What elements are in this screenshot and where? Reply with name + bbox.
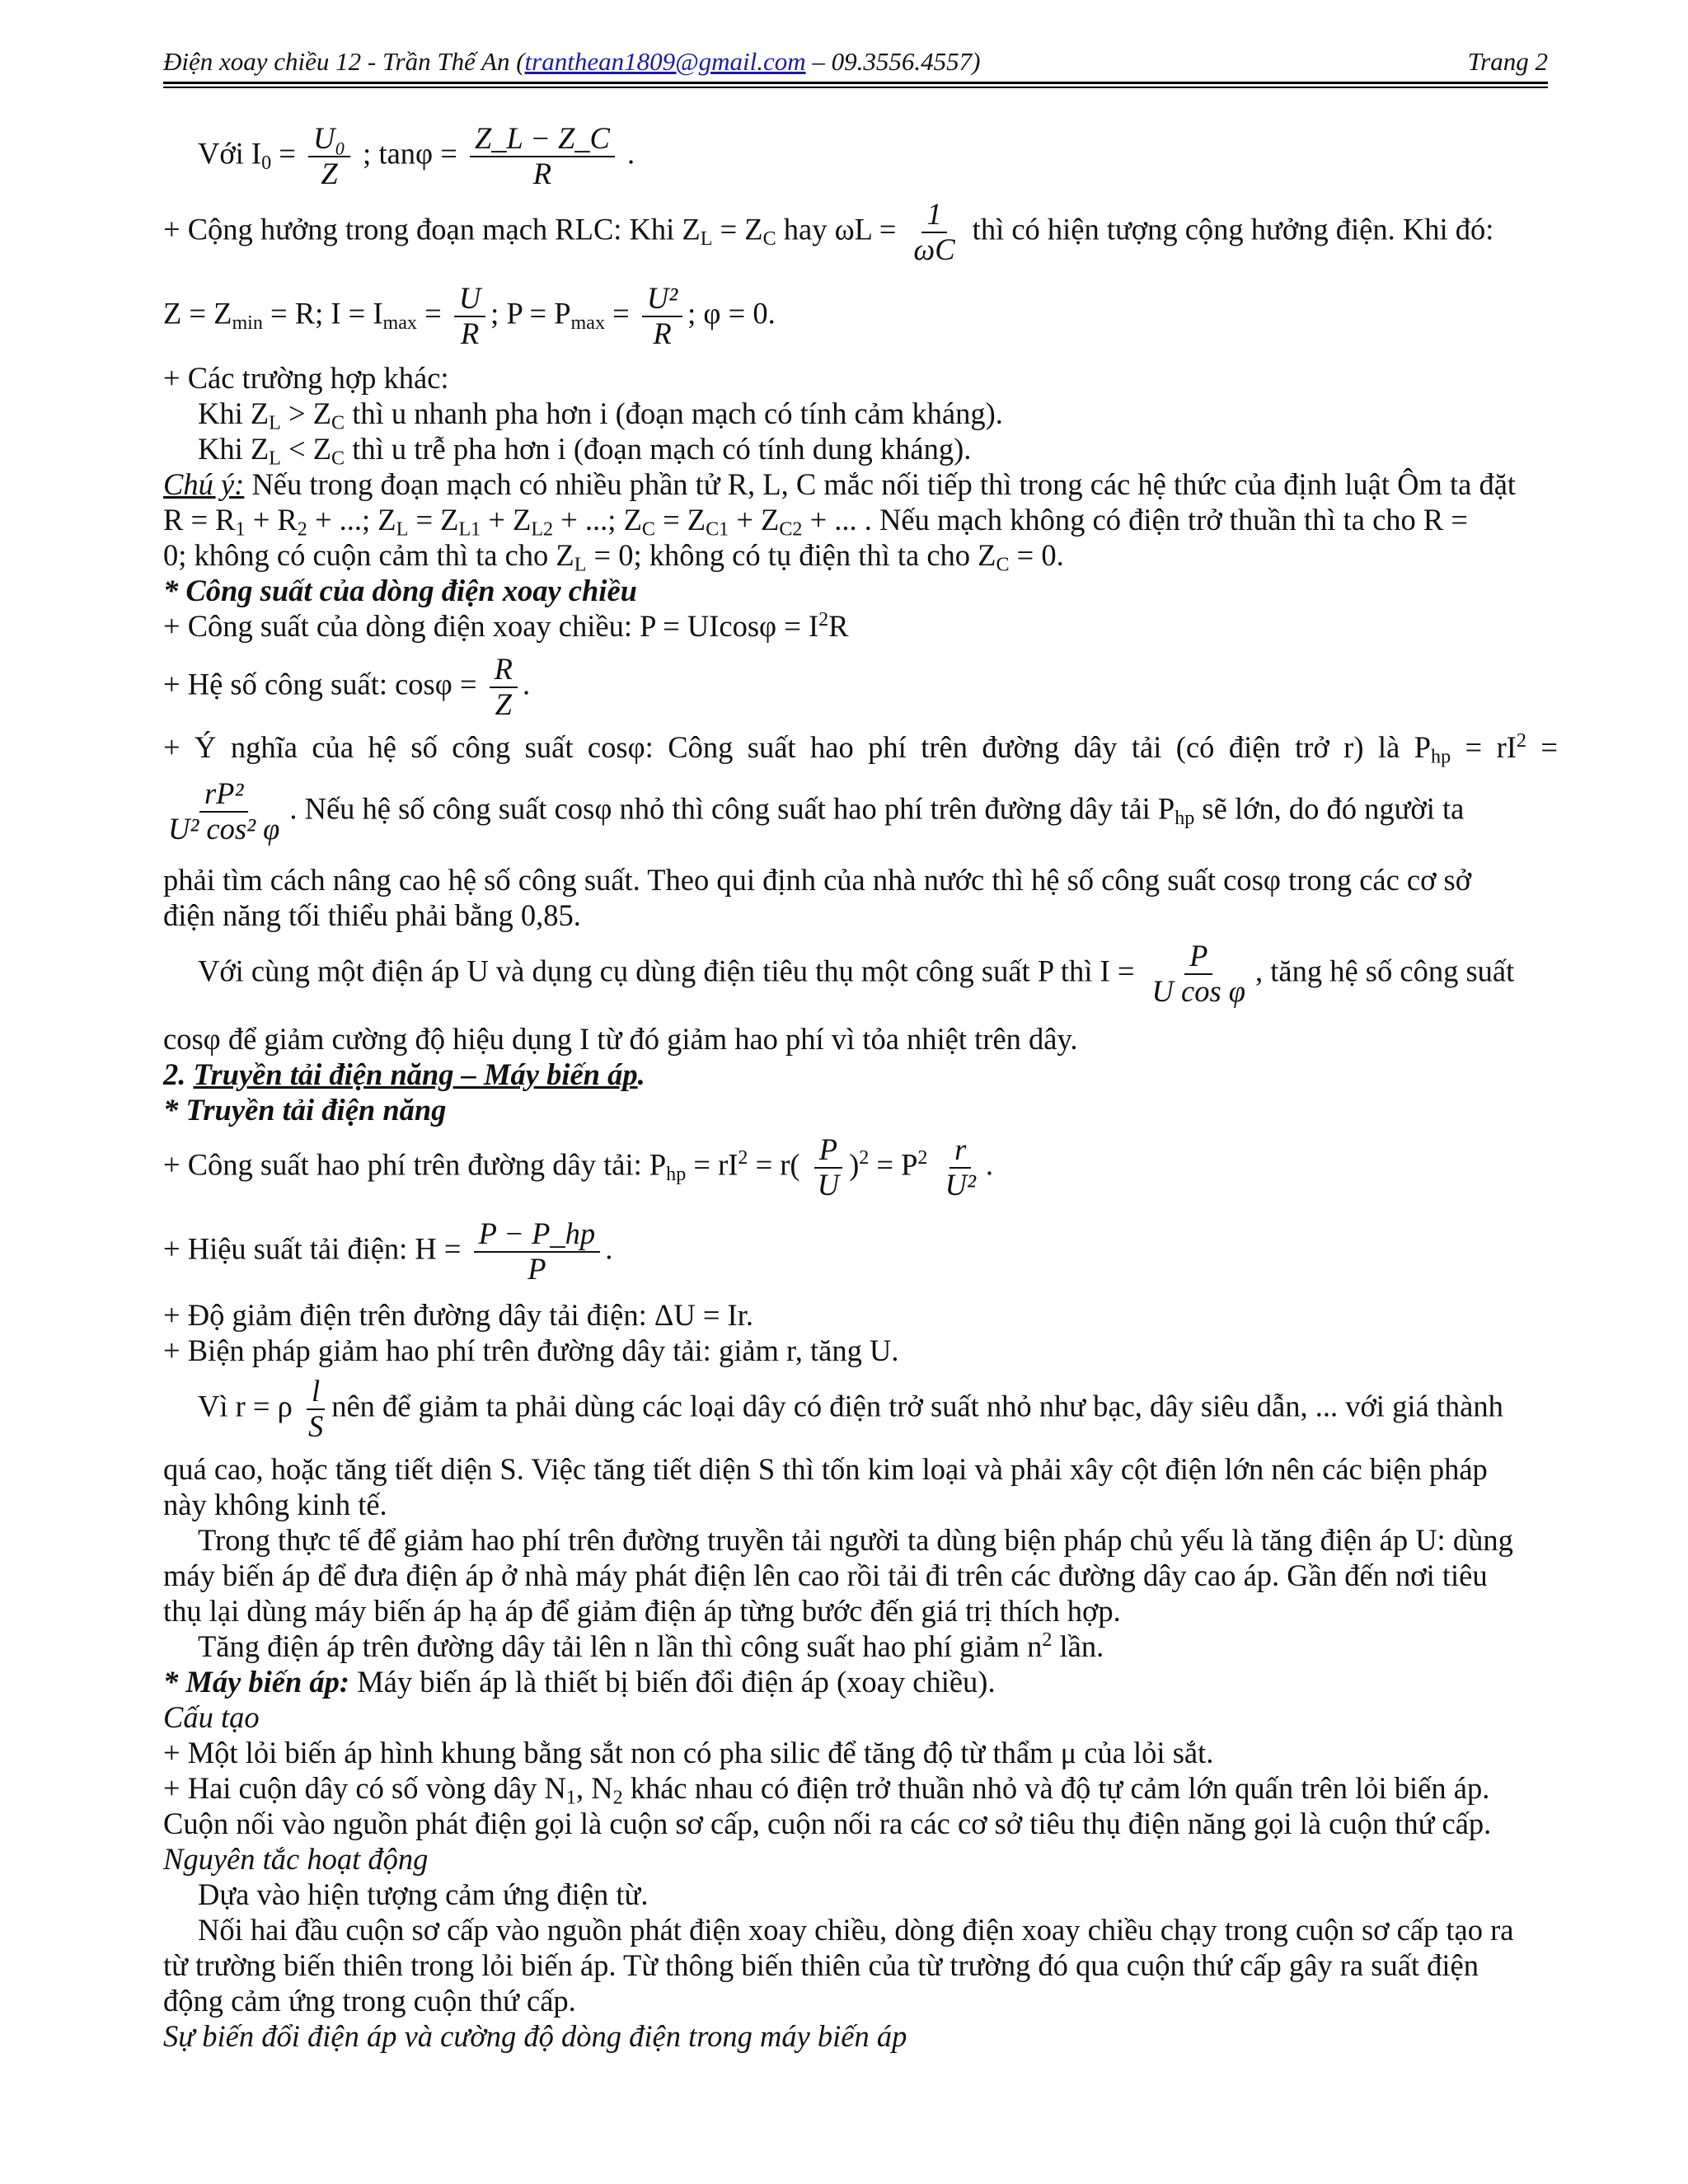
fraction — [813, 1133, 844, 1202]
text-span: = 0. — [1009, 538, 1064, 572]
power-factor-formula — [163, 653, 530, 722]
formula-i0-tanphi — [198, 122, 635, 191]
text-span: = Z — [654, 503, 706, 537]
text-span: r — [950, 1133, 971, 1169]
subheading-principle: Nguyên tắc hoạt động — [163, 1842, 429, 1876]
case-capacitive — [198, 432, 972, 470]
text-span: L2 — [531, 518, 554, 541]
text-span: l — [307, 1375, 325, 1410]
text-span: . — [619, 136, 635, 171]
text-span: 2 — [738, 1147, 748, 1169]
text-span: Với cùng một điện áp U và dụng cụ dùng điện tiêu thụ một công suất P thì I = — [198, 954, 1142, 988]
text-line: Cuộn nối vào nguồn phát điện gọi là cuộn sơ cấp, cuộn nối ra các cơ sở tiêu thụ điện năng gọi là cuộn thứ cấp. — [163, 1807, 1492, 1840]
text-span: hay ωL = — [776, 212, 904, 246]
text-span: hp — [666, 1163, 687, 1185]
text-span: C — [331, 448, 345, 470]
text-span: + R — [245, 503, 298, 537]
text-span: + ...; Z — [553, 503, 642, 537]
text-span: ; P = P — [490, 296, 571, 330]
fraction — [470, 122, 615, 191]
text-span: thì u nhanh pha hơn i (đoạn mạch có tính cảm kháng). — [345, 396, 1003, 430]
text-span: Z = Z — [163, 296, 232, 330]
text-span: Khi Z — [198, 432, 270, 466]
header-rule — [163, 82, 1548, 84]
text-span: = rI — [686, 1147, 738, 1182]
text-span: 2 — [859, 1147, 870, 1169]
text-span: thì có hiện tượng cộng hưởng điện. Khi đó: — [964, 212, 1494, 246]
text-line: + Một lỏi biến áp hình khung bằng sắt non có pha silic để tăng độ từ thẩm μ của lỏi sắt. — [163, 1736, 1214, 1769]
text-line: phải tìm cách nâng cao hệ số công suất. Theo qui định của nhà nước thì hệ số công suất cosφ trong các cơ sở — [163, 863, 1472, 897]
text-span: U² — [642, 282, 682, 317]
text-span: . — [522, 667, 531, 701]
section-heading-transmission — [163, 1057, 645, 1091]
text-span: C — [641, 518, 655, 541]
subheading-structure: Cấu tạo — [163, 1700, 260, 1734]
text-span: = — [605, 296, 637, 330]
text-span: R — [460, 316, 480, 350]
subheading-transmission: * Truyền tải điện năng — [163, 1093, 447, 1127]
text-line — [198, 1629, 1104, 1663]
text-span: P — [1184, 940, 1212, 975]
case-inductive — [198, 396, 1003, 434]
text-span: Khi Z — [198, 396, 270, 430]
text-span: 2 — [1042, 1629, 1053, 1651]
text-span: L — [574, 554, 587, 576]
text-span: R — [653, 316, 672, 350]
text-span: lần. — [1052, 1629, 1104, 1663]
text-span: Z_L − Z_C — [470, 122, 615, 157]
text-span: . Nếu hệ số công suất cosφ nhỏ thì công suất hao phí trên đường dây tải P — [289, 791, 1175, 826]
current-formula-line — [198, 940, 1514, 1009]
text-span: = Z — [408, 503, 459, 537]
text-line: Trong thực tế để giảm hao phí trên đường truyền tải người ta dùng biện pháp chủ yếu là tăng điện áp U: dùng — [198, 1523, 1513, 1557]
fraction — [163, 777, 284, 846]
text-span: R = R — [163, 503, 236, 537]
page-header — [163, 43, 1548, 81]
text-span: hp — [1175, 807, 1195, 829]
text-span: U — [817, 1167, 840, 1202]
series-formula-line — [163, 503, 1468, 541]
note-label: Chú ý: — [163, 467, 245, 501]
text-span: Z — [321, 156, 338, 190]
text-span: = — [416, 296, 449, 330]
text-span: hp — [1431, 746, 1451, 768]
text-span: nên để giảm ta phải dùng các loại dây có điện trở suất nhỏ như bạc, dây siêu dẫn, ... với giá thành — [331, 1389, 1503, 1423]
voltage-drop-line: + Độ giảm điện trên đường dây tải điện: ΔU = Ir. — [163, 1298, 753, 1332]
power-factor-meaning — [163, 729, 1558, 768]
text-line: quá cao, hoặc tăng tiết diện S. Việc tăng tiết diện S thì tốn kim loại và phải xây cột điện lớn nên các biện pháp — [163, 1452, 1488, 1486]
text-span: + ... . Nếu mạch không có điện trở thuần thì ta cho R = — [802, 503, 1468, 537]
text-span: 2 — [818, 608, 829, 630]
text-span: Truyền tải điện năng – Máy biến áp — [193, 1057, 638, 1091]
page-number: Trang 2 — [1467, 47, 1548, 76]
fraction — [1147, 940, 1250, 1009]
transformer-definition — [163, 1667, 996, 1698]
text-line: động cảm ứng trong cuộn thứ cấp. — [163, 1984, 576, 2018]
text-span: L — [269, 412, 281, 434]
text-span: 2. — [163, 1057, 194, 1091]
fraction — [308, 122, 350, 191]
text-span: + Hiệu suất tải điện: H = — [163, 1231, 469, 1266]
text-span: + Z — [729, 503, 780, 537]
text-span: Vì r = ρ — [198, 1389, 293, 1423]
text-span: = Z — [712, 212, 763, 246]
text-span: 1 — [565, 1787, 576, 1809]
text-span: R — [490, 653, 518, 688]
text-span: max — [570, 312, 605, 334]
text-span: . — [637, 1057, 645, 1091]
text-span: 2 — [612, 1787, 623, 1809]
header-left — [163, 43, 980, 81]
text-span: C1 — [706, 518, 729, 541]
series-formula-line-2 — [163, 538, 1064, 576]
header-rule-thin — [163, 87, 1548, 88]
text-span: C — [762, 227, 776, 250]
text-span: P − P_hp — [474, 1217, 601, 1253]
text-span: Với I — [198, 136, 262, 171]
text-span: 2 — [917, 1147, 928, 1169]
fraction — [490, 653, 518, 722]
text-span: 2 — [1516, 729, 1526, 752]
power-formula — [163, 608, 849, 643]
text-span: ) — [849, 1147, 860, 1182]
text-span: P — [528, 1251, 546, 1286]
text-span: ; φ = 0. — [687, 296, 776, 330]
resonance-formulas — [163, 282, 776, 351]
text-span: L — [396, 518, 409, 541]
text-span: max — [382, 312, 417, 334]
text-span: * Máy biến áp: — [163, 1665, 350, 1699]
fraction — [940, 1133, 981, 1202]
text-line: Dựa vào hiện tượng cảm ứng điện từ. — [198, 1877, 649, 1911]
text-span: L1 — [458, 518, 481, 541]
text-line: điện năng tối thiểu phải bằng 0,85. — [163, 898, 581, 932]
text-span: + Hai cuộn dây có số vòng dây N — [163, 1771, 566, 1805]
text-line: máy biến áp để đưa điện áp ở nhà máy phát điện lên cao rồi tải đi trên các đường dây cao áp. Gần đến nơi tiêu — [163, 1558, 1488, 1592]
text-span: L — [700, 227, 713, 250]
text-span: + ...; Z — [307, 503, 396, 537]
text-span: = P — [869, 1147, 918, 1182]
text-span: > Z — [280, 396, 332, 430]
text-span: U² — [945, 1167, 976, 1202]
text-span: R — [828, 609, 849, 643]
text-span: ; tanφ = — [355, 136, 465, 171]
text-span: P — [814, 1133, 842, 1169]
text-span: sẽ lớn, do đó người ta — [1194, 791, 1465, 826]
text-span: 0; không có cuộn cảm thì ta cho Z — [163, 538, 574, 572]
resistance-formula-line — [198, 1375, 1503, 1444]
text-span: C2 — [779, 518, 803, 541]
text-span: Máy biến áp là thiết bị biến đổi điện áp (xoay chiều). — [349, 1665, 996, 1699]
text-span: C — [331, 412, 345, 434]
section-heading-power: * Công suất của dòng điện xoay chiều — [163, 574, 637, 607]
text-span: = R; I = I — [262, 296, 383, 330]
text-line: này không kinh tế. — [163, 1488, 387, 1521]
text-span: 0 — [261, 152, 272, 174]
text-span: min — [232, 312, 263, 334]
text-span: 1 — [235, 518, 246, 541]
text-span: + Công suất hao phí trên đường dây tải: P — [163, 1147, 667, 1182]
text-span: = — [1526, 730, 1558, 764]
text-line: cosφ để giảm cường độ hiệu dụng I từ đó giảm hao phí vì tỏa nhiệt trên dây. — [163, 1022, 1078, 1056]
fraction — [908, 198, 959, 267]
text-span: 2 — [297, 518, 307, 541]
text-span: = — [271, 136, 303, 171]
header-phone: – 09.3556.4557) — [805, 47, 981, 76]
loss-power-formula — [163, 1133, 993, 1202]
text-span: . — [985, 1147, 994, 1182]
fraction — [454, 282, 485, 351]
note-line — [163, 467, 1517, 501]
text-span: thì u trễ pha hơn i (đoạn mạch có tính dung kháng). — [345, 432, 972, 466]
efficiency-formula — [163, 1217, 612, 1286]
text-span: Tăng điện áp trên đường dây tải lên n lần thì công suất hao phí giảm n — [198, 1629, 1043, 1663]
fraction — [474, 1217, 601, 1286]
text-span: rP² — [199, 777, 248, 813]
text-line: + Các trường hợp khác: — [163, 361, 449, 395]
loss-fraction-line — [163, 777, 1464, 846]
text-line: từ trường biến thiên trong lỏi biến áp. Từ thông biến thiên của từ trường đó qua cuộn thứ cấp gây ra suất điện — [163, 1948, 1479, 1982]
text-span: = r( — [748, 1147, 800, 1182]
text-span: U₀ — [308, 122, 350, 157]
text-span: + Cộng hưởng trong đoạn mạch RLC: Khi Z — [163, 212, 701, 246]
text-span: , tăng hệ số công suất — [1255, 954, 1515, 988]
text-span: = 0; không có tụ điện thì ta cho Z — [586, 538, 996, 572]
text-span: . — [605, 1231, 613, 1266]
text-span: ωC — [913, 232, 955, 266]
text-span: R — [532, 156, 552, 190]
text-span: + Công suất của dòng điện xoay chiều: P = UIcosφ = I — [163, 609, 819, 643]
text-span: U² cos² φ — [168, 811, 280, 846]
text-span: U — [454, 282, 485, 317]
header-author: Điện xoay chiều 12 - Trần Thế An ( — [163, 47, 525, 76]
resonance-line — [163, 198, 1493, 267]
text-span: + Hệ số công suất: cosφ = — [163, 667, 485, 701]
text-span: + Ý nghĩa của hệ số công suất cosφ: Công suất hao phí trên đường dây tải (có điện trở r) là P — [163, 730, 1432, 764]
fraction — [642, 282, 682, 351]
text-span: = rI — [1451, 730, 1517, 764]
email-link[interactable]: tranthean1809@gmail.com — [524, 47, 806, 76]
text-span: + Z — [481, 503, 532, 537]
text-span: khác nhau có điện trở thuần nhỏ và độ tự cảm lớn quấn trên lỏi biến áp. — [622, 1771, 1490, 1805]
fraction — [303, 1375, 328, 1444]
text-line: + Biện pháp giảm hao phí trên đường dây tải: giảm r, tăng U. — [163, 1333, 899, 1367]
subheading-conversion: Sự biến đổi điện áp và cường độ dòng điện trong máy biến áp — [163, 2019, 907, 2053]
text-span: C — [996, 554, 1010, 576]
text-span: < Z — [280, 432, 332, 466]
text-line: thụ lại dùng máy biến áp hạ áp để giảm điện áp từng bước đến giá trị thích hợp. — [163, 1594, 1121, 1628]
text-span: Z — [495, 687, 512, 721]
text-span: S — [307, 1408, 324, 1443]
text-span: 1 — [921, 198, 946, 233]
text-line — [163, 1771, 1490, 1809]
text-span: L — [269, 448, 281, 470]
text-line: Nối hai đầu cuộn sơ cấp vào nguồn phát điện xoay chiều, dòng điện xoay chiều chạy trong cuộn sơ cấp tạo ra — [198, 1913, 1514, 1947]
text-span: , N — [575, 1771, 613, 1805]
text-span: U cos φ — [1151, 973, 1246, 1008]
text-span: Nếu trong đoạn mạch có nhiều phần tử R, L, C mắc nối tiếp thì trong các hệ thức của định luật Ôm ta đặt — [244, 467, 1517, 501]
